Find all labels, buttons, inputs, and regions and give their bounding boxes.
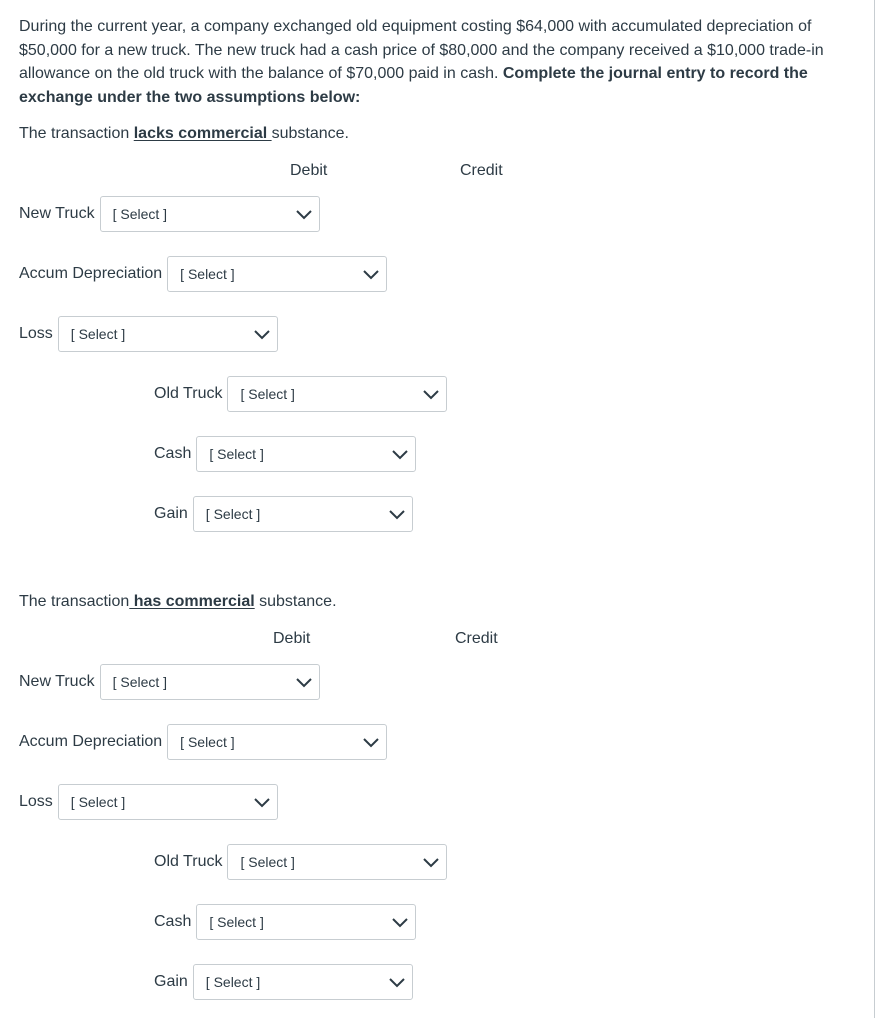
chevron-down-icon bbox=[253, 327, 271, 341]
s1-new-truck-select[interactable] bbox=[100, 196, 320, 232]
s1-gain-select-value: [ Select ] bbox=[205, 506, 261, 522]
s2-row-loss bbox=[19, 783, 278, 821]
s1-cash-label: Cash bbox=[154, 445, 192, 462]
s2-accum-depreciation-label: Accum Depreciation bbox=[19, 733, 163, 750]
s2-row-new-truck bbox=[19, 663, 320, 701]
s2-cash-label: Cash bbox=[154, 913, 192, 930]
s2-loss-select-value: [ Select ] bbox=[70, 794, 126, 810]
section-2-credit-header: Credit bbox=[455, 630, 498, 647]
s1-new-truck-select-value: [ Select ] bbox=[112, 206, 168, 222]
s2-new-truck-select[interactable] bbox=[100, 664, 320, 700]
chevron-down-icon bbox=[422, 855, 440, 869]
section-1-prefix: The transaction bbox=[19, 125, 134, 142]
s2-gain-label: Gain bbox=[154, 973, 188, 990]
chevron-down-icon bbox=[295, 675, 313, 689]
s2-accum-depreciation-select-value: [ Select ] bbox=[180, 734, 235, 750]
s1-loss-select-value: [ Select ] bbox=[70, 326, 126, 342]
s1-old-truck-select-value: [ Select ] bbox=[240, 386, 295, 402]
chevron-down-icon bbox=[391, 915, 409, 929]
section-1-heading bbox=[19, 125, 349, 143]
section-2-heading bbox=[19, 593, 337, 611]
s1-cash-select[interactable] bbox=[196, 436, 416, 472]
s1-new-truck-label: New Truck bbox=[19, 205, 95, 222]
s2-gain-select[interactable] bbox=[193, 964, 413, 1000]
s2-row-gain bbox=[154, 963, 413, 1001]
content-border bbox=[874, 0, 875, 1018]
s2-old-truck-select[interactable] bbox=[227, 844, 447, 880]
section-1-debit-header: Debit bbox=[290, 162, 328, 179]
section-2-suffix: substance. bbox=[254, 593, 337, 610]
chevron-down-icon bbox=[362, 735, 380, 749]
s2-cash-select[interactable] bbox=[196, 904, 416, 940]
s1-old-truck-label: Old Truck bbox=[154, 385, 223, 402]
chevron-down-icon bbox=[295, 207, 313, 221]
s1-row-accum-depreciation bbox=[19, 255, 387, 293]
section-2-debit-header: Debit bbox=[273, 630, 311, 647]
s2-row-old-truck bbox=[154, 843, 447, 881]
s1-loss-label: Loss bbox=[19, 325, 53, 342]
s1-row-old-truck bbox=[154, 375, 447, 413]
s2-gain-select-value: [ Select ] bbox=[205, 974, 261, 990]
section-2-prefix: The transaction bbox=[19, 593, 130, 610]
s2-loss-select[interactable] bbox=[58, 784, 278, 820]
chevron-down-icon bbox=[391, 447, 409, 461]
s2-new-truck-select-value: [ Select ] bbox=[112, 674, 168, 690]
s2-row-cash bbox=[154, 903, 416, 941]
s2-cash-select-value: [ Select ] bbox=[209, 914, 264, 930]
s1-loss-select[interactable] bbox=[58, 316, 278, 352]
chevron-down-icon bbox=[388, 975, 406, 989]
s2-new-truck-label: New Truck bbox=[19, 673, 95, 690]
question-text bbox=[19, 15, 839, 109]
chevron-down-icon bbox=[388, 507, 406, 521]
s2-old-truck-select-value: [ Select ] bbox=[240, 854, 295, 870]
question-body: During the current year, a company exchanged old equipment costing $64,000 with accumulated depreciation of $50,000 for a new truck. The new truck had a cash price of $80,000 and the company received a $10,000 trade-in allowance on the old truck with the balance of $70,000 paid in cash. bbox=[19, 18, 824, 82]
s1-gain-select[interactable] bbox=[193, 496, 413, 532]
question-instruction: Complete the journal entry to record the exchange under the two assumptions below: bbox=[19, 65, 808, 106]
s1-accum-depreciation-select-value: [ Select ] bbox=[180, 266, 235, 282]
section-1-credit-header: Credit bbox=[460, 162, 503, 179]
s2-old-truck-label: Old Truck bbox=[154, 853, 223, 870]
chevron-down-icon bbox=[253, 795, 271, 809]
chevron-down-icon bbox=[362, 267, 380, 281]
s1-row-gain bbox=[154, 495, 413, 533]
section-1-suffix: substance. bbox=[271, 125, 349, 142]
s1-cash-select-value: [ Select ] bbox=[209, 446, 264, 462]
section-2-emphasis: has commercial bbox=[129, 593, 255, 610]
s2-row-accum-depreciation bbox=[19, 723, 387, 761]
s1-row-cash bbox=[154, 435, 416, 473]
s1-gain-label: Gain bbox=[154, 505, 188, 522]
s1-accum-depreciation-label: Accum Depreciation bbox=[19, 265, 163, 282]
chevron-down-icon bbox=[422, 387, 440, 401]
s2-accum-depreciation-select[interactable] bbox=[167, 724, 387, 760]
s2-loss-label: Loss bbox=[19, 793, 53, 810]
s1-accum-depreciation-select[interactable] bbox=[167, 256, 387, 292]
s1-old-truck-select[interactable] bbox=[227, 376, 447, 412]
section-1-emphasis: lacks commercial bbox=[133, 125, 272, 142]
s1-row-loss bbox=[19, 315, 278, 353]
s1-row-new-truck bbox=[19, 195, 320, 233]
